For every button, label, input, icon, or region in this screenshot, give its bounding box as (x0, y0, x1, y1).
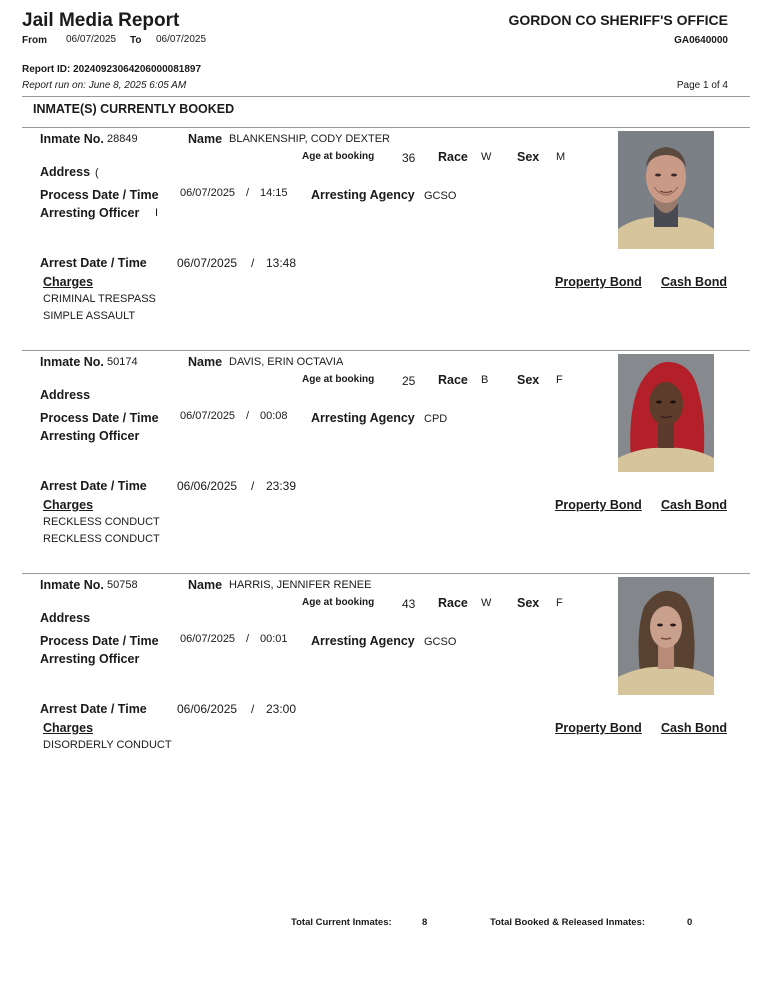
arrest-label: Arrest Date / Time (40, 256, 147, 270)
charge-item: DISORDERLY CONDUCT (43, 739, 172, 751)
cash-bond-label: Cash Bond (661, 275, 727, 289)
cash-bond-label: Cash Bond (661, 498, 727, 512)
total-released-value: 0 (687, 917, 693, 928)
name-label: Name (188, 578, 223, 592)
total-current-label: Total Current Inmates: (291, 917, 392, 928)
charge-item: SIMPLE ASSAULT (43, 310, 136, 322)
charge-item: RECKLESS CONDUCT (43, 516, 160, 528)
age-label: Age at booking (302, 151, 375, 162)
address-label: Address (40, 165, 91, 179)
name-value: HARRIS, JENNIFER RENEE (229, 579, 372, 591)
record-divider (22, 350, 750, 351)
cash-bond-label: Cash Bond (661, 721, 727, 735)
charges-label: Charges (43, 498, 94, 512)
to-label: To (130, 35, 142, 46)
inmate-no-label: Inmate No. (40, 578, 104, 592)
race-value: B (481, 374, 489, 386)
process-label: Process Date / Time (40, 411, 159, 425)
arrest-date: 06/06/2025 (177, 479, 238, 493)
name-value: DAVIS, ERIN OCTAVIA (229, 356, 344, 368)
booking-photo (618, 131, 714, 249)
process-time: 00:08 (260, 410, 288, 422)
agency-label: Arresting Agency (311, 634, 415, 648)
inmate-no-label: Inmate No. (40, 355, 104, 369)
inmate-no-value: 50174 (107, 356, 138, 368)
officer-value: I (155, 207, 159, 219)
sex-label: Sex (517, 596, 540, 610)
from-label: From (22, 35, 47, 46)
arrest-slash: / (251, 256, 255, 270)
agency-value: CPD (424, 413, 448, 425)
agency-label: Arresting Agency (311, 188, 415, 202)
age-value: 43 (402, 597, 416, 611)
name-label: Name (188, 355, 223, 369)
section-title: INMATE(S) CURRENTLY BOOKED (33, 102, 235, 116)
sex-label: Sex (517, 150, 540, 164)
process-date: 06/07/2025 (180, 633, 236, 645)
sex-value: M (556, 151, 566, 163)
agency-value: GCSO (424, 636, 457, 648)
booking-photo (618, 577, 714, 695)
charge-item: CRIMINAL TRESPASS (43, 293, 156, 305)
officer-label: Arresting Officer (40, 652, 140, 666)
arrest-time: 23:39 (266, 479, 297, 493)
property-bond-label: Property Bond (555, 721, 642, 735)
officer-label: Arresting Officer (40, 206, 140, 220)
from-date: 06/07/2025 (66, 34, 117, 45)
age-label: Age at booking (302, 374, 375, 385)
booking-photo (618, 354, 714, 472)
section-divider (22, 127, 750, 128)
process-date: 06/07/2025 (180, 187, 236, 199)
sex-value: F (556, 374, 563, 386)
sex-value: F (556, 597, 563, 609)
address-label: Address (40, 611, 91, 625)
arrest-slash: / (251, 702, 255, 716)
arrest-slash: / (251, 479, 255, 493)
agency-code: GA0640000 (674, 35, 728, 46)
process-date: 06/07/2025 (180, 410, 236, 422)
arrest-date: 06/07/2025 (177, 256, 238, 270)
address-label: Address (40, 388, 91, 402)
inmate-no-value: 50758 (107, 579, 138, 591)
race-value: W (481, 151, 492, 163)
process-slash: / (246, 410, 250, 422)
process-slash: / (246, 633, 250, 645)
name-value: BLANKENSHIP, CODY DEXTER (229, 133, 390, 145)
race-label: Race (438, 150, 468, 164)
name-label: Name (188, 132, 223, 146)
race-value: W (481, 597, 492, 609)
report-id: Report ID: 20240923064206000081897 (22, 64, 202, 75)
arrest-label: Arrest Date / Time (40, 702, 147, 716)
process-slash: / (246, 187, 250, 199)
record-divider (22, 573, 750, 574)
arrest-date: 06/06/2025 (177, 702, 238, 716)
process-time: 00:01 (260, 633, 288, 645)
to-date: 06/07/2025 (156, 34, 207, 45)
inmate-no-value: 28849 (107, 133, 138, 145)
agency-name: GORDON CO SHERIFF'S OFFICE (508, 12, 728, 28)
process-time: 14:15 (260, 187, 288, 199)
agency-label: Arresting Agency (311, 411, 415, 425)
age-value: 36 (402, 151, 416, 165)
agency-value: GCSO (424, 190, 457, 202)
race-label: Race (438, 596, 468, 610)
arrest-label: Arrest Date / Time (40, 479, 147, 493)
property-bond-label: Property Bond (555, 498, 642, 512)
property-bond-label: Property Bond (555, 275, 642, 289)
arrest-time: 23:00 (266, 702, 297, 716)
total-released-label: Total Booked & Released Inmates: (490, 917, 646, 928)
arrest-time: 13:48 (266, 256, 297, 270)
charge-item: RECKLESS CONDUCT (43, 533, 160, 545)
charges-label: Charges (43, 721, 94, 735)
age-label: Age at booking (302, 597, 375, 608)
age-value: 25 (402, 374, 416, 388)
race-label: Race (438, 373, 468, 387)
address-value: ( (95, 167, 99, 179)
report-title: Jail Media Report (22, 10, 180, 31)
total-current-value: 8 (422, 917, 428, 928)
header-divider (22, 96, 750, 97)
report-run-date: Report run on: June 8, 2025 6:05 AM (22, 80, 187, 91)
charges-label: Charges (43, 275, 94, 289)
inmate-no-label: Inmate No. (40, 132, 104, 146)
process-label: Process Date / Time (40, 188, 159, 202)
page-number: Page 1 of 4 (676, 80, 728, 91)
officer-label: Arresting Officer (40, 429, 140, 443)
sex-label: Sex (517, 373, 540, 387)
process-label: Process Date / Time (40, 634, 159, 648)
